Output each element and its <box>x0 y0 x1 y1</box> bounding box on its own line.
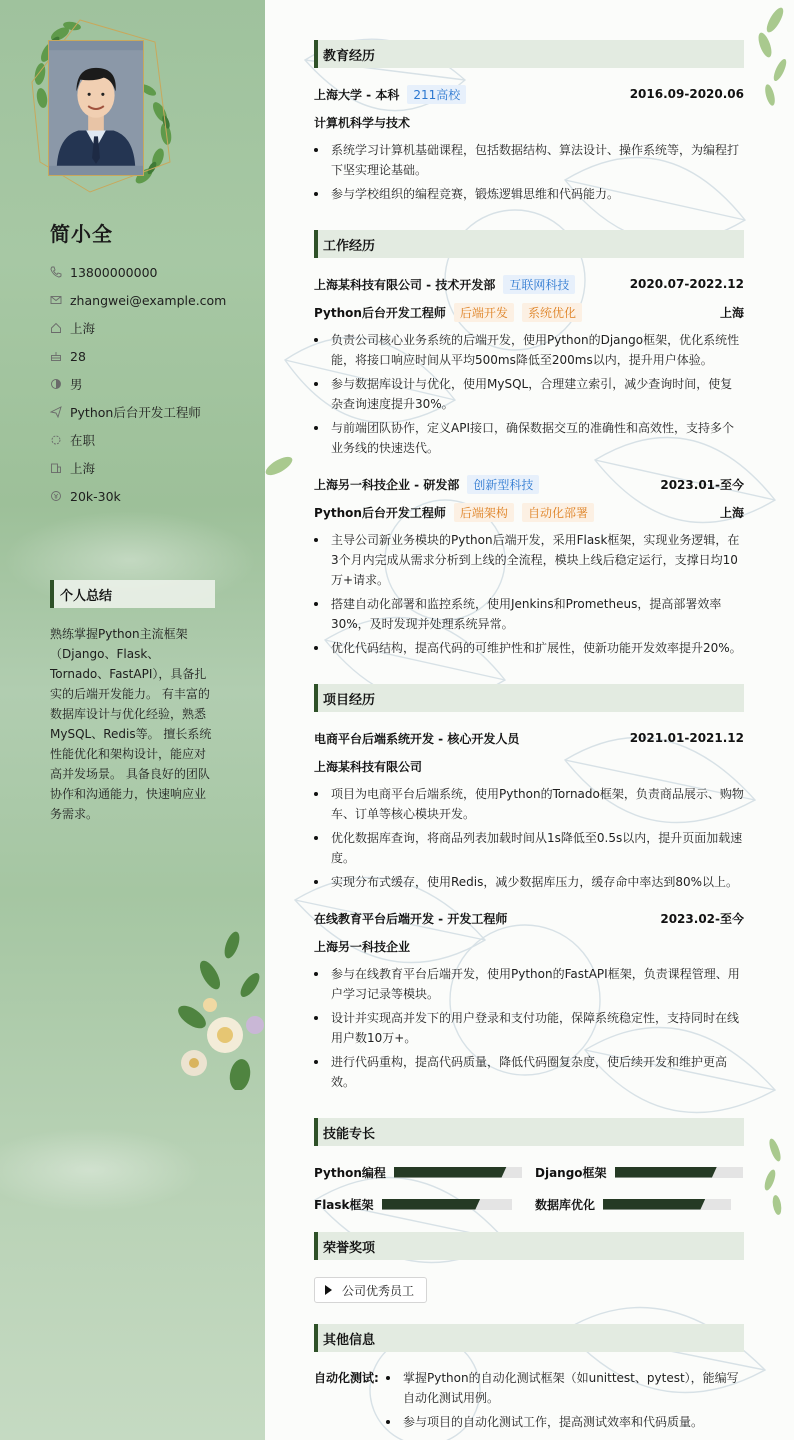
project-bullets <box>314 964 744 1096</box>
education-bullets <box>314 140 744 208</box>
list-item: 参与数据库设计与优化，使用MySQL，合理建立索引，减少查询时间，使复杂查询速度提升30%。 <box>314 374 744 414</box>
skill-item <box>535 1194 731 1214</box>
other-label: 自动化测试: <box>314 1371 379 1385</box>
list-item: 项目为电商平台后端系统，使用Python的Tornado框架，负责商品展示、购物车、订单等核心模块开发。 <box>314 784 744 824</box>
skill-name: Django框架 <box>535 1165 607 1180</box>
list-item: 系统学习计算机基础课程，包括数据结构、算法设计、操作系统等，为编程打下坚实理论基础。 <box>314 140 744 180</box>
list-item: 优化数据库查询，将商品列表加载时间从1s降低至0.5s以内，提升页面加载速度。 <box>314 828 744 868</box>
award-item <box>314 1277 427 1303</box>
gender-text: 男 <box>70 377 83 392</box>
project-period: 2021.01-2021.12 <box>629 731 744 745</box>
project-company: 上海某科技有限公司 <box>314 759 423 774</box>
job-company: 上海另一科技企业 - 研发部 <box>314 477 460 492</box>
email-text: zhangwei@example.com <box>70 292 227 308</box>
phone-text: 13800000000 <box>70 264 158 280</box>
avatar <box>48 40 144 176</box>
building-icon <box>50 462 62 474</box>
skill-bar-fill <box>603 1199 705 1210</box>
job-position: Python后台开发工程师 <box>314 305 446 320</box>
job-target-item <box>50 398 226 426</box>
education-period: 2016.09-2020.06 <box>629 87 744 101</box>
list-item: 主导公司新业务模块的Python后端开发，采用Flask框架，实现业务逻辑，在3个月内完成从需求分析到上线的全流程，模块上线后稳定运行，支撑日均10万+请求。 <box>314 530 744 590</box>
location-item <box>50 314 226 342</box>
list-item: 设计并实现高并发下的用户登录和支付功能，保障系统稳定性，支持同时在线用户数10万+。 <box>314 1008 744 1048</box>
list-item: 参与学校组织的编程竞赛，锻炼逻辑思维和代码能力。 <box>314 184 744 204</box>
skill-name: Flask框架 <box>314 1197 374 1212</box>
job-city: 上海 <box>719 305 744 320</box>
target-city-item <box>50 454 226 482</box>
job-period: 2023.01-至今 <box>660 477 744 492</box>
skill-bar-fill <box>394 1167 507 1178</box>
projects-heading: 项目经历 <box>314 684 744 712</box>
list-item: 参与项目的自动化测试工作，提高测试效率和代码质量。 <box>386 1412 744 1432</box>
gender-item <box>50 370 226 398</box>
email-item <box>50 286 226 314</box>
project-name: 电商平台后端系统开发 - 核心开发人员 <box>314 731 520 746</box>
home-icon <box>50 322 62 334</box>
project-period: 2023.02-至今 <box>660 911 744 926</box>
project-name: 在线教育平台后端开发 - 开发工程师 <box>314 911 508 926</box>
list-item: 实现分布式缓存，使用Redis，减少数据库压力，缓存命中率达到80%以上。 <box>314 872 744 892</box>
skill-bar <box>615 1167 743 1178</box>
flower-bouquet-icon <box>170 925 265 1090</box>
skill-item <box>535 1162 743 1182</box>
job-tag: 后端开发 <box>454 303 514 322</box>
list-item: 搭建自动化部署和监控系统，使用Jenkins和Prometheus，提高部署效率30%，及时发现并处理系统异常。 <box>314 594 744 634</box>
school-tag: 211高校 <box>407 85 466 104</box>
sidebar <box>0 0 265 1440</box>
list-item: 负责公司核心业务系统的后端开发，使用Python的Django框架，优化系统性能，将接口响应时间从平均500ms降低至200ms以内，提升用户体验。 <box>314 330 744 370</box>
skill-item <box>314 1162 522 1182</box>
job-company-row <box>314 274 744 294</box>
job-tag: 自动化部署 <box>522 503 594 522</box>
honors-heading: 荣誉奖项 <box>314 1232 744 1260</box>
skill-item <box>314 1194 512 1214</box>
contact-info-list <box>50 258 226 510</box>
job-company-row <box>314 474 744 494</box>
job-period: 2020.07-2022.12 <box>629 277 744 291</box>
phone-item <box>50 258 226 286</box>
age-item <box>50 342 226 370</box>
work-heading: 工作经历 <box>314 230 744 258</box>
major: 计算机科学与技术 <box>314 115 411 130</box>
phone-icon <box>50 266 62 278</box>
status-item <box>50 426 226 454</box>
job-bullets <box>314 330 744 462</box>
job-position-row <box>314 502 744 522</box>
job-position: Python后台开发工程师 <box>314 505 446 520</box>
main-content <box>265 0 794 1440</box>
skill-bar-fill <box>615 1167 717 1178</box>
skill-bar <box>394 1167 522 1178</box>
school-name: 上海大学 - 本科 <box>314 87 400 102</box>
salary-item <box>50 482 226 510</box>
candidate-name: 简小全 <box>50 222 113 246</box>
company-tag: 创新型科技 <box>467 475 539 494</box>
job-city: 上海 <box>719 505 744 520</box>
skill-bar <box>382 1199 512 1210</box>
status-text: 在职 <box>70 433 96 448</box>
gender-icon <box>50 378 62 390</box>
other-heading: 其他信息 <box>314 1324 744 1352</box>
location-text: 上海 <box>70 321 96 336</box>
skills-heading: 技能专长 <box>314 1118 744 1146</box>
mail-icon <box>50 294 62 306</box>
company-tag: 互联网科技 <box>503 275 575 294</box>
skill-bar <box>603 1199 731 1210</box>
project-bullets <box>314 784 744 896</box>
skill-name: 数据库优化 <box>535 1197 596 1212</box>
project-company: 上海另一科技企业 <box>314 939 411 954</box>
age-text: 28 <box>70 348 86 364</box>
summary-text: 熟练掌握Python主流框架（Django、Flask、Tornado、FastAPI），具备扎实的后端开发能力。 有丰富的数据库设计与优化经验，熟悉MySQL、Redis等。 擅长系统性能优化和架构设计，能应对高并发场景。 具备良好的团队协作和沟通能力，快速响应业务需求。 <box>50 627 212 821</box>
list-item: 参与在线教育平台后端开发，使用Python的FastAPI框架，负责课程管理、用户学习记录等模块。 <box>314 964 744 1004</box>
play-icon <box>325 1285 332 1295</box>
award-text: 公司优秀员工 <box>342 1283 415 1298</box>
list-item: 优化代码结构，提高代码的可维护性和扩展性，使新功能开发效率提升20%。 <box>314 638 744 658</box>
target-city-text: 上海 <box>70 461 96 476</box>
status-icon <box>50 434 62 446</box>
job-target-text: Python后台开发工程师 <box>70 405 201 420</box>
skill-name: Python编程 <box>314 1165 386 1180</box>
list-item: 与前端团队协作，定义API接口，确保数据交互的准确性和高效性，支持多个业务线的快速迭代。 <box>314 418 744 458</box>
leaf-background-pattern <box>265 0 794 1440</box>
job-tag: 后端架构 <box>454 503 514 522</box>
job-position-row <box>314 302 744 322</box>
cake-icon <box>50 350 62 362</box>
other-bullets <box>386 1368 744 1436</box>
project-row <box>314 728 744 748</box>
job-tag: 系统优化 <box>522 303 582 322</box>
job-company: 上海某科技有限公司 - 技术开发部 <box>314 277 496 292</box>
list-item: 进行代码重构，提高代码质量，降低代码圈复杂度，使后续开发和维护更高效。 <box>314 1052 744 1092</box>
education-row <box>314 84 744 104</box>
salary-text: 20k-30k <box>70 488 121 504</box>
education-heading: 教育经历 <box>314 40 744 68</box>
skill-bar-fill <box>382 1199 481 1210</box>
list-item: 掌握Python的自动化测试框架（如unittest、pytest），能编写自动化测试用例。 <box>386 1368 744 1408</box>
other-info <box>314 1368 744 1436</box>
summary-heading: 个人总结 <box>50 580 215 608</box>
project-row <box>314 908 744 928</box>
send-icon <box>50 406 62 418</box>
job-bullets <box>314 530 744 662</box>
money-icon <box>50 490 62 502</box>
